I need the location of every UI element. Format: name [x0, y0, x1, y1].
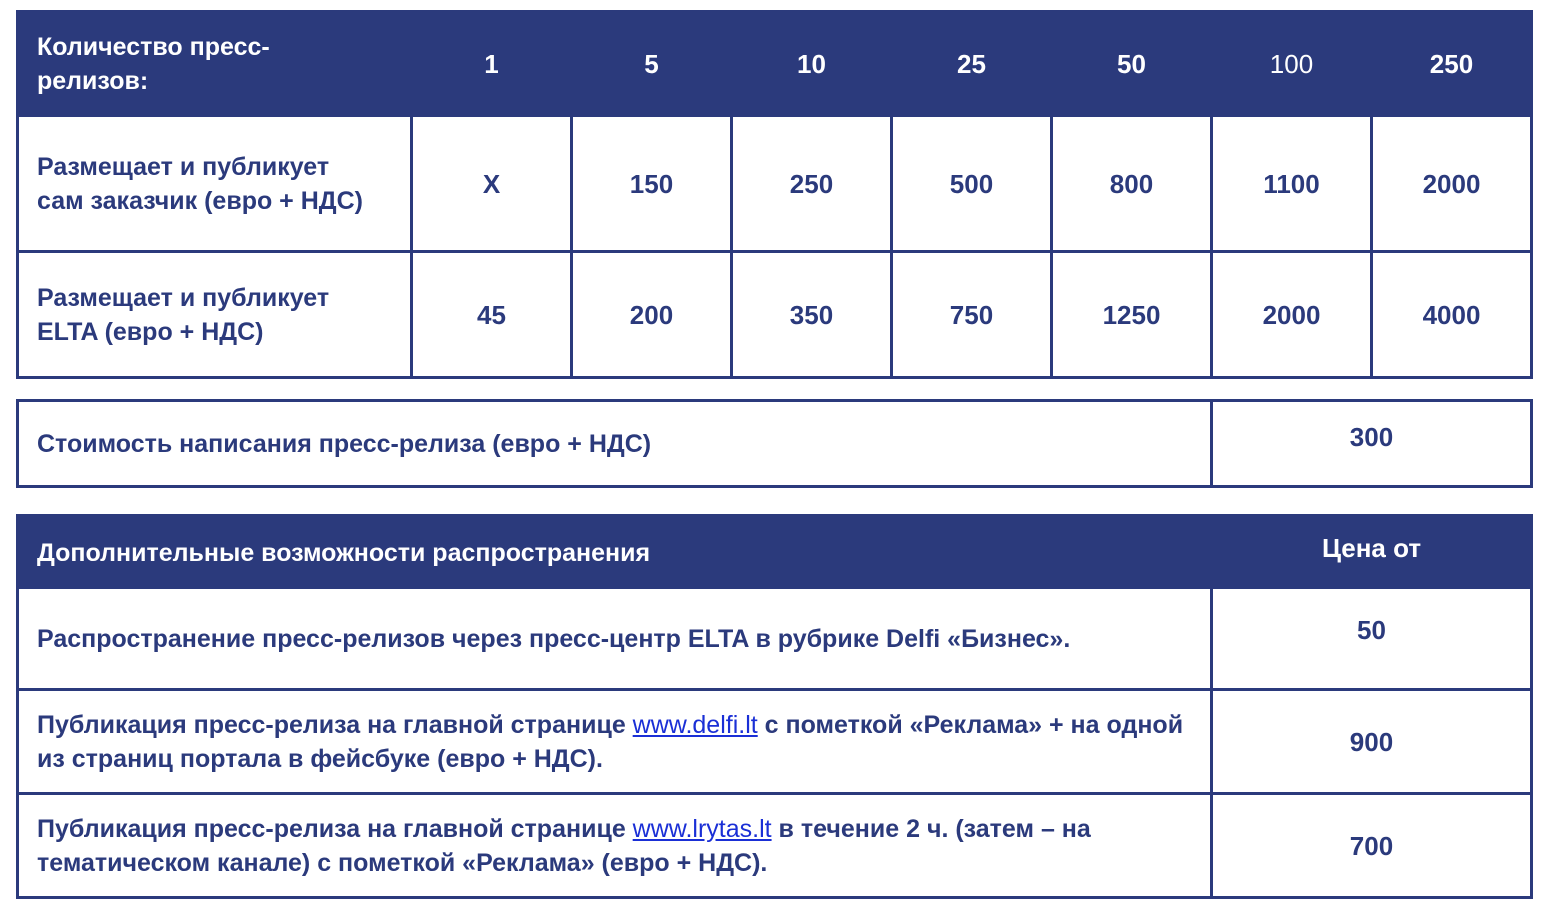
price-cell: 4000: [1372, 252, 1532, 378]
delfi-link[interactable]: www.delfi.lt: [632, 710, 758, 739]
writing-cost-table: [16, 399, 1533, 488]
price-cell: 1100: [1212, 116, 1372, 252]
extras-row-text: [18, 794, 1212, 898]
price-cell: X: [412, 116, 572, 252]
quantity-col-100: 100: [1212, 12, 1372, 116]
writing-cost-label: Стоимость написания пресс-релиза (евро + НДС): [18, 401, 1212, 487]
price-cell: 2000: [1212, 252, 1372, 378]
extras-header-row: [18, 516, 1532, 588]
quantity-col-250: 250: [1372, 12, 1532, 116]
row-label-self: Размещает и публикует сам заказчик (евро + НДС): [18, 116, 412, 252]
extras-row-price: 50: [1212, 588, 1532, 690]
price-from-label: Цена от: [1212, 516, 1532, 588]
writing-cost-value: 300: [1212, 401, 1532, 487]
table-row: [18, 252, 1532, 378]
extras-row-text: [18, 690, 1212, 794]
price-cell: 1250: [1052, 252, 1212, 378]
table-row: [18, 588, 1532, 690]
row-label-elta: Размещает и публикует ELTA (евро + НДС): [18, 252, 412, 378]
extras-row-text-after: с пометкой «Реклама» + на одной из страниц портала в фейсбуке (евро + НДС).: [37, 710, 1184, 773]
price-cell: 500: [892, 116, 1052, 252]
extras-row-price: 700: [1212, 794, 1532, 898]
quantity-col-25: 25: [892, 12, 1052, 116]
price-cell: 350: [732, 252, 892, 378]
table-row: [18, 690, 1532, 794]
extras-row-text-before: Публикация пресс-релиза на главной странице: [37, 710, 633, 739]
pricing-table: [16, 10, 1533, 379]
table-row: [18, 794, 1532, 898]
price-cell: 250: [732, 116, 892, 252]
table-row: [18, 116, 1532, 252]
table-row: [18, 401, 1532, 487]
quantity-col-1: 1: [412, 12, 572, 116]
extras-row-price: 900: [1212, 690, 1532, 794]
extras-row-text-after: в течение 2 ч. (затем – на тематическом канале) с пометкой «Реклама» (евро + НДС).: [37, 814, 1091, 877]
quantity-col-10: 10: [732, 12, 892, 116]
pricing-header-row: [18, 12, 1532, 116]
price-cell: 200: [572, 252, 732, 378]
price-cell: 800: [1052, 116, 1212, 252]
extras-row-text-before: Публикация пресс-релиза на главной странице: [37, 814, 633, 843]
quantity-col-5: 5: [572, 12, 732, 116]
quantity-label: Количество пресс-релизов:: [18, 12, 412, 116]
price-cell: 2000: [1372, 116, 1532, 252]
extras-table: [16, 514, 1533, 899]
price-cell: 45: [412, 252, 572, 378]
price-cell: 150: [572, 116, 732, 252]
lrytas-link[interactable]: www.lrytas.lt: [632, 814, 772, 843]
extras-row-text: Распространение пресс-релизов через пресс-центр ELTA в рубрике Delfi «Бизнес».: [18, 588, 1212, 690]
extras-header-label: Дополнительные возможности распространения: [18, 516, 1212, 588]
quantity-col-50: 50: [1052, 12, 1212, 116]
price-cell: 750: [892, 252, 1052, 378]
